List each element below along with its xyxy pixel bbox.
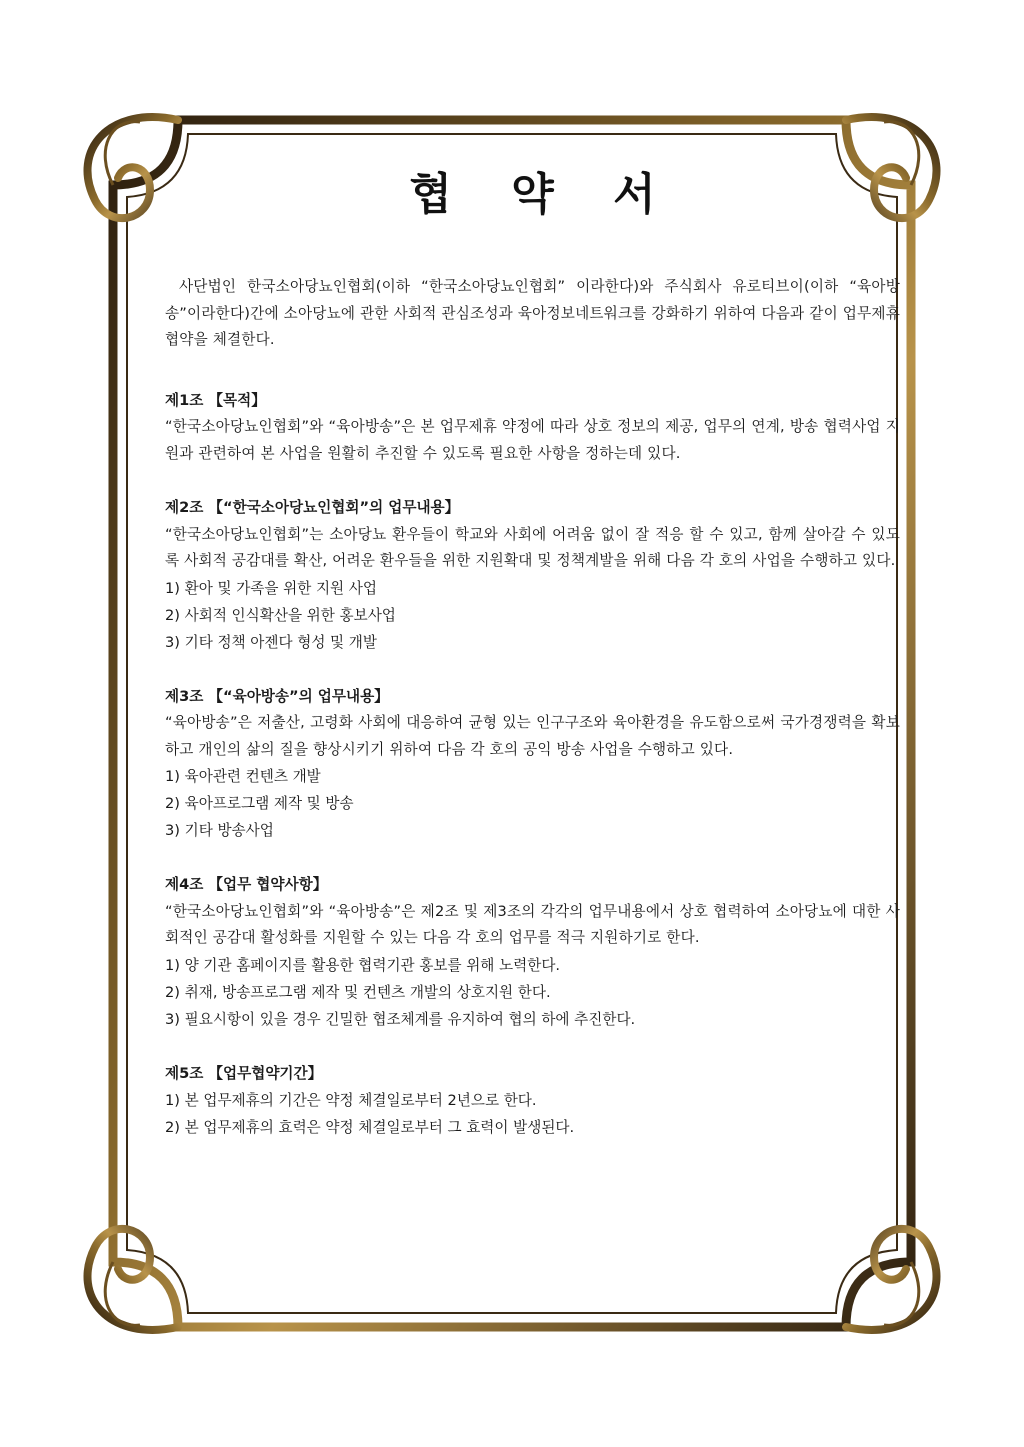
list-item: 1) 육아관련 컨텐츠 개발 [165,768,321,785]
list-item: 3) 필요시항이 있을 경우 긴밀한 협조체계를 유지하여 협의 하에 추진한다. [165,1010,636,1028]
article-3 [165,684,900,845]
article-heading: 제5조 【업무협약기간】 [165,1064,323,1082]
article-heading: 제3조 【“육아방송”의 업무내용】 [165,687,389,705]
article-item-list [165,575,900,656]
list-item: 2) 취재, 방송프로그램 제작 및 컨텐츠 개발의 상호지원 한다. [165,983,551,1001]
list-item: 2) 본 업무제휴의 효력은 약정 체결일로부터 그 효력이 발생된다. [165,1119,575,1136]
article-heading: 제4조 【업무 협약사항】 [165,876,328,893]
document-title: 협 약 서 [409,169,678,220]
article-body: “한국소아당뇨인협회”와 “육아방송”은 제2조 및 제3조의 각각의 업무내용에서 상호 협력하여 소아당뇨에 대한 사회적인 공감대 활성화를 지원할 수 있는 다음 각 호의 업무를 적극 지원하기로 한다. [165,902,900,946]
article-1 [165,388,900,468]
intro-paragraph: 사단법인 한국소아당뇨인협회(이하 “한국소아당뇨인협회” 이라한다)와 주식회사 유로티브이(이하 “육아방송”이라한다)간에 소아당뇨에 관한 사회적 관심조성과 육아정보네트워크를 강화하기 위하여 다음과 같이 업무제휴 협약을 체결한다. [165,278,900,348]
article-item-list [165,763,900,844]
article-item-list [165,952,900,1033]
list-item: 1) 환아 및 가족을 위한 지원 사업 [165,579,377,597]
list-item: 1) 양 기관 홈페이지를 활용한 협력기관 홍보를 위해 노력한다. [165,956,561,974]
list-item: 3) 기타 방송사업 [165,822,274,839]
article-item-list [165,1087,900,1141]
article-body: “한국소아당뇨인협회”와 “육아방송”은 본 업무제휴 약정에 따라 상호 정보의 제공, 업무의 연계, 방송 협력사업 지원과 관련하여 본 사업을 원활히 추진할 수 있도록 필요한 사항을 정하는데 있다. [165,418,900,462]
article-5 [165,1061,900,1142]
article-body: “육아방송”은 저출산, 고령화 사회에 대응하여 균형 있는 인구구조와 육아환경을 유도함으로써 국가경쟁력을 확보하고 개인의 삶의 질을 향상시키기 위하여 다음 각 호의 공익 방송 사업을 수행하고 있다. [165,714,900,758]
article-heading: 제1조 【목적】 [165,391,266,409]
list-item: 2) 육아프로그램 제작 및 방송 [165,795,354,812]
list-item: 1) 본 업무제휴의 기간은 약정 체결일로부터 2년으로 한다. [165,1092,537,1109]
article-2 [165,495,900,656]
article-4 [165,872,900,1033]
article-body: “한국소아당뇨인협회”는 소아당뇨 환우들이 학교와 사회에 어려움 없이 잘 적응 할 수 있고, 함께 살아갈 수 있도록 사회적 공감대를 확산, 어려운 환우들을 위한 지원확대 및 정책계발을 위해 다음 각 호의 사업을 수행하고 있다. [165,525,900,569]
list-item: 3) 기타 정책 아젠다 형성 및 개발 [165,633,377,651]
list-item: 2) 사회적 인식확산을 위한 홍보사업 [165,606,396,624]
document-content [165,158,900,1169]
article-heading: 제2조 【“한국소아당뇨인협회”의 업무내용】 [165,499,460,516]
